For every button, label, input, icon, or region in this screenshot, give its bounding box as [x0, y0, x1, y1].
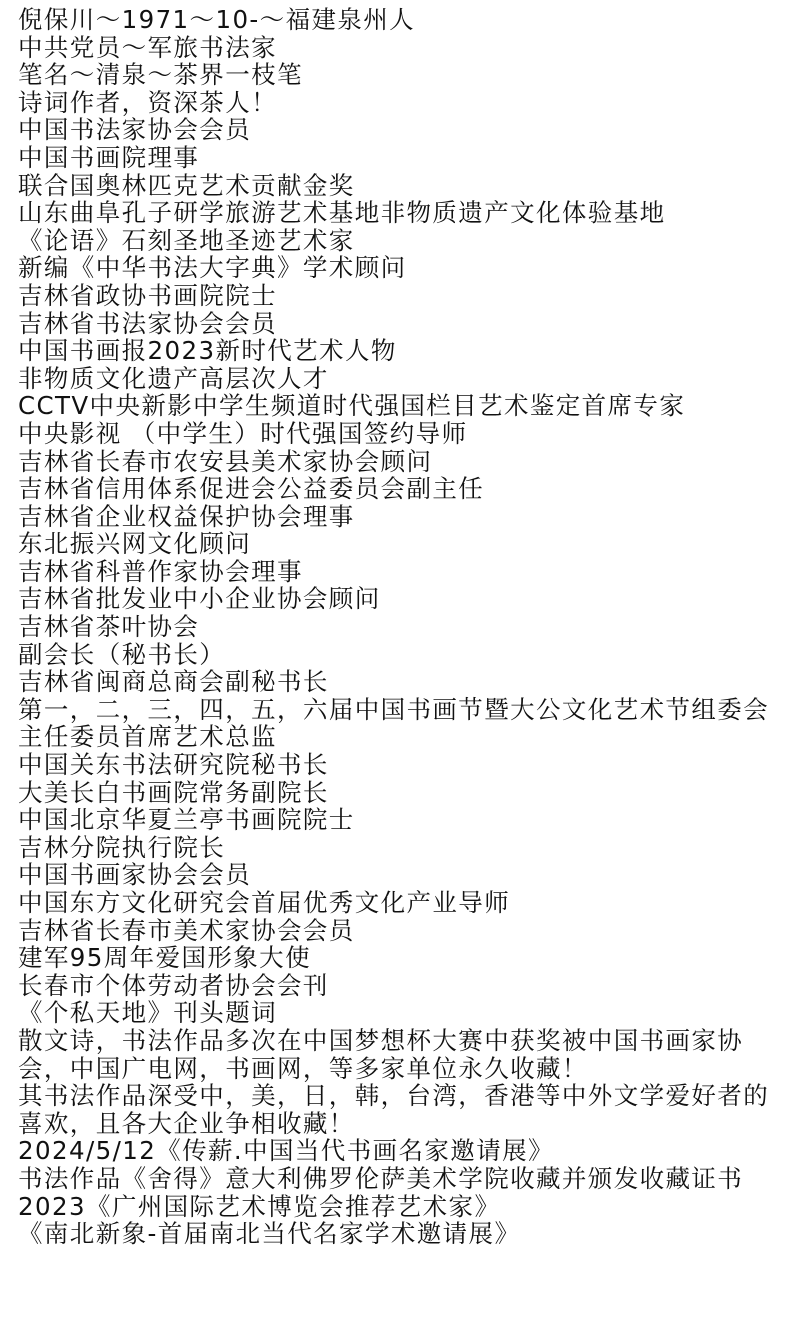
bio-line: 第一，二，三，四，五，六届中国书画节暨大公文化艺术节组委会主任委员首席艺术总监: [18, 694, 770, 752]
bio-line: 吉林省企业权益保护协会理事: [18, 501, 355, 531]
bio-line: 中国书画报2023新时代艺术人物: [18, 336, 397, 366]
bio-line: 《个私天地》刊头题词: [18, 998, 277, 1028]
bio-line: 倪保川～1971～10-～福建泉州人: [18, 5, 416, 34]
bio-line: 诗词作者，资深茶人！: [18, 87, 277, 117]
bio-line: 新编《中华书法大字典》学术顾问: [18, 253, 407, 283]
bio-line: 东北振兴网文化顾问: [18, 529, 252, 559]
bio-line: 散文诗，书法作品多次在中国梦想杯大赛中获奖被中国书画家协会，中国广电网，书画网，等多家单位永久收藏！: [18, 1025, 744, 1083]
bio-line: 书法作品《舍得》意大利佛罗伦萨美术学院收藏并颁发收藏证书: [18, 1163, 744, 1193]
bio-line: 联合国奥林匹克艺术贡献金奖: [18, 170, 355, 200]
bio-line: 吉林省批发业中小企业协会顾问: [18, 584, 381, 614]
bio-line: 其书法作品深受中，美，日，韩，台湾，香港等中外文学爱好者的喜欢，且各大企业争相收藏！: [18, 1081, 770, 1138]
bio-line: 吉林省信用体系促进会公益委员会副主任: [18, 474, 485, 504]
bio-line: CCTV中央新影中学生频道时代强国栏目艺术鉴定首席专家: [18, 391, 686, 421]
bio-line: 中国北京华夏兰亭书画院院士: [18, 805, 355, 835]
bio-line: 副会长（秘书长）: [18, 639, 226, 669]
bio-line: 吉林省科普作家协会理事: [18, 556, 303, 586]
bio-line: 2023《广州国际艺术博览会推荐艺术家》: [18, 1191, 501, 1221]
bio-line: 中共党员～军旅书法家: [18, 32, 277, 62]
bio-line: 中国关东书法研究院秘书长: [18, 750, 329, 780]
bio-line: 2024/5/12《传薪.中国当代书画名家邀请展》: [18, 1136, 554, 1166]
bio-line: 非物质文化遗产高层次人才: [18, 363, 329, 393]
bio-line: 吉林分院执行院长: [18, 832, 226, 862]
bio-line: 中国书画院理事: [18, 142, 200, 172]
bio-line: 吉林省书法家协会会员: [18, 308, 277, 338]
bio-line: 吉林省政协书画院院士: [18, 280, 277, 310]
bio-line: 吉林省长春市农安县美术家协会顾问: [18, 446, 433, 476]
bio-line: 《南北新象-首届南北当代名家学术邀请展》: [18, 1219, 521, 1249]
bio-line: 《论语》石刻圣地圣迹艺术家: [18, 225, 355, 255]
bio-line: 建军95周年爱国形象大使: [18, 943, 311, 973]
bio-line: 中央影视 （中学生）时代强国签约导师: [18, 418, 468, 448]
bio-line: 吉林省闽商总商会副秘书长: [18, 667, 329, 697]
bio-line: 山东曲阜孔子研学旅游艺术基地非物质遗产文化体验基地: [18, 198, 666, 228]
bio-line: 中国东方文化研究会首届优秀文化产业导师: [18, 888, 511, 917]
bio-line: 吉林省长春市美术家协会会员: [18, 915, 355, 945]
bio-line: 笔名～清泉～茶界一枝笔: [18, 60, 303, 90]
bio-line: 中国书画家协会会员: [18, 860, 252, 890]
bio-line: 长春市个体劳动者协会会刊: [18, 970, 329, 1000]
bio-line: 吉林省茶叶协会: [18, 612, 200, 642]
bio-line: 大美长白书画院常务副院长: [18, 777, 329, 807]
bio-line: 中国书法家协会会员: [18, 115, 252, 145]
